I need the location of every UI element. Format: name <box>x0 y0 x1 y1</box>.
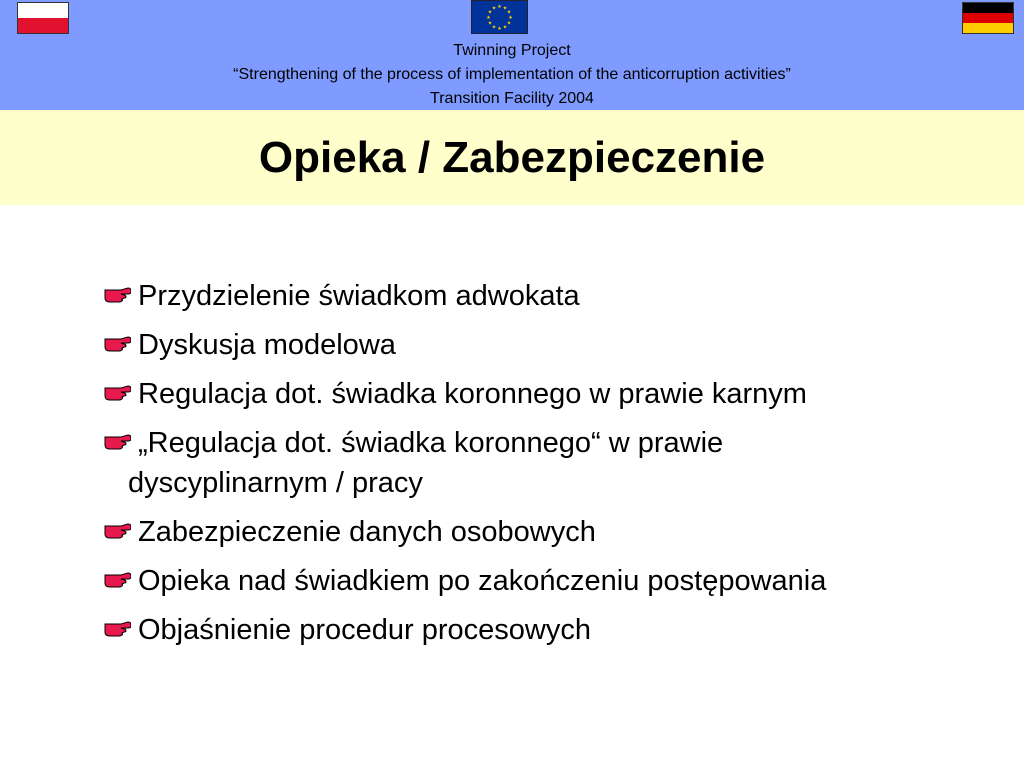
pointing-hand-icon <box>104 522 131 540</box>
svg-text:★: ★ <box>491 24 497 31</box>
project-subtitle: “Strengthening of the process of implementation of the anticorruption activities” <box>233 66 791 83</box>
list-item <box>104 512 984 552</box>
svg-text:★: ★ <box>506 9 512 16</box>
pointing-hand-icon <box>104 620 131 638</box>
bullet-text: „Regulacja dot. świadka koronnego“ w prawie <box>138 427 724 459</box>
svg-text:★: ★ <box>497 26 502 32</box>
svg-text:★: ★ <box>506 20 512 27</box>
list-item <box>104 610 984 650</box>
list-item <box>104 561 984 601</box>
poland-flag-icon <box>17 2 69 34</box>
svg-text:★: ★ <box>497 4 502 10</box>
bullet-text: Dyskusja modelowa <box>138 329 396 361</box>
pointing-hand-icon <box>104 433 131 451</box>
pointing-hand-icon <box>104 571 131 589</box>
project-name: Twinning Project <box>453 42 571 59</box>
pointing-hand-icon <box>104 384 131 402</box>
svg-text:★: ★ <box>487 9 493 16</box>
pointing-hand-icon <box>104 286 131 304</box>
svg-text:★: ★ <box>486 15 491 21</box>
svg-text:★: ★ <box>491 5 497 12</box>
slide-title: Opieka / Zabezpieczenie <box>258 133 766 182</box>
bullet-text: Przydzielenie świadkom adwokata <box>138 280 580 312</box>
project-header <box>0 39 1024 111</box>
bullet-text-continued: dyscyplinarnym / pracy <box>128 467 423 499</box>
svg-text:★: ★ <box>508 15 513 21</box>
bullet-list <box>104 276 984 659</box>
germany-flag-icon <box>962 2 1014 34</box>
svg-text:★: ★ <box>487 20 493 27</box>
project-facility: Transition Facility 2004 <box>430 90 594 107</box>
list-item <box>104 276 984 316</box>
bullet-text: Opieka nad świadkiem po zakończeniu postępowania <box>138 565 827 597</box>
list-item <box>104 325 984 365</box>
eu-flag-icon <box>471 0 528 34</box>
svg-text:★: ★ <box>502 5 508 12</box>
bullet-text: Regulacja dot. świadka koronnego w prawie karnym <box>138 378 807 410</box>
pointing-hand-icon <box>104 335 131 353</box>
list-item <box>104 423 984 503</box>
bullet-text: Objaśnienie procedur procesowych <box>138 614 591 646</box>
bullet-text: Zabezpieczenie danych osobowych <box>138 516 596 548</box>
list-item <box>104 374 984 414</box>
svg-text:★: ★ <box>502 24 508 31</box>
